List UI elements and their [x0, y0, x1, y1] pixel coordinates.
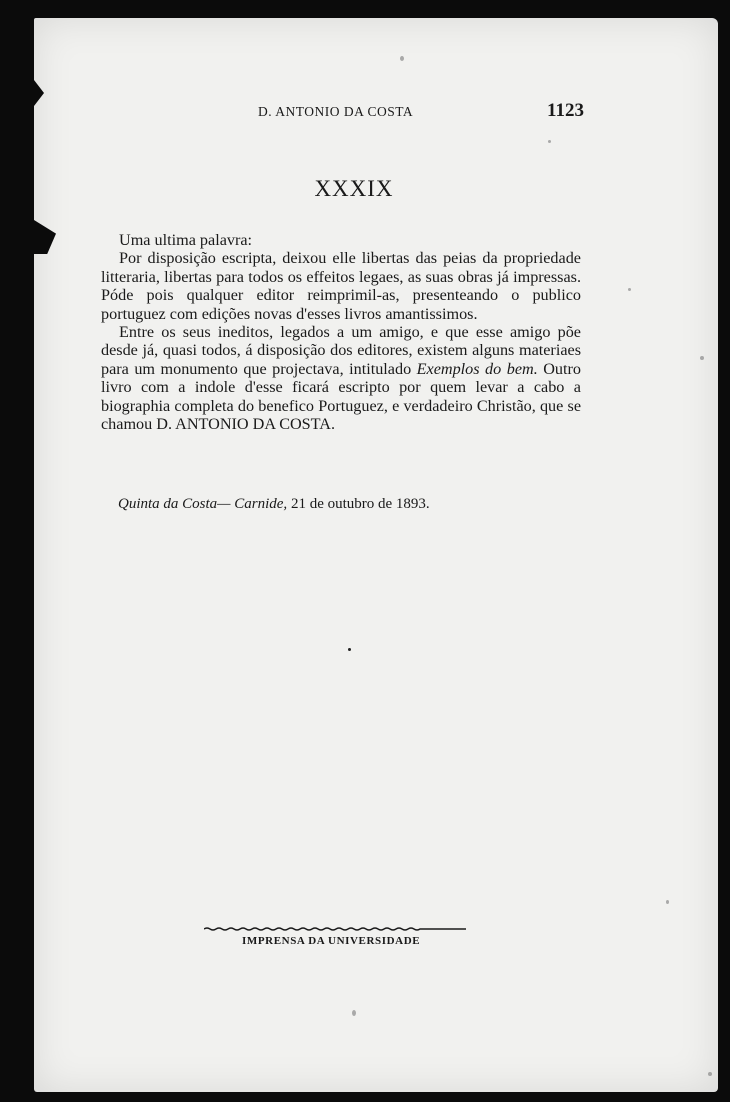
paragraph: Por disposição escripta, deixou elle libertas das peias da propriedade litteraria, libertas para todos os effeitos legaes, as suas obras já impressas. Póde pois qualquer editor reimprimil-as, presenteando o publico portuguez com edições novas d'esses livros amantissimos. [101, 249, 581, 323]
paper-speck [708, 1072, 712, 1076]
body-text [101, 231, 581, 433]
paper-speck [666, 900, 669, 904]
printer-imprint: IMPRENSA DA UNIVERSIDADE [242, 935, 421, 947]
dateline-date: 21 de outubro de 1893. [287, 496, 430, 512]
running-head-title: D. ANTONIO DA COSTA [258, 104, 414, 119]
paper-speck [352, 1010, 356, 1016]
dateline-place: Quinta da Costa— Carnide, [118, 496, 288, 512]
paragraph [101, 323, 581, 433]
paper-speck [548, 140, 551, 143]
book-title: Exemplos do bem. [416, 359, 538, 378]
paper-speck [628, 288, 631, 291]
opening-line: Uma ultima palavra: [119, 231, 253, 249]
ink-dot [348, 648, 351, 651]
running-head [100, 100, 584, 124]
dateline [118, 496, 430, 513]
paragraph-text: Entre os seus ineditos, legados a um amigo, e que esse amigo põe desde já, quasi todos, á disposição dos editores, existem alguns materiaes para um monumento que projectava, intitulado [101, 323, 581, 378]
chapter-number: XXXIX [314, 176, 394, 201]
page-number: 1123 [547, 100, 584, 121]
paper-speck [400, 56, 404, 61]
paragraph-text: Outro livro com a indole d'esse ficará escripto por quem levar a cabo a biographia completa do benefico Portuguez, e verdadeiro Christão, que se chamou D. ANTONIO DA COSTA. [101, 359, 581, 434]
printer-rule [204, 926, 466, 931]
paper-speck [700, 356, 704, 360]
